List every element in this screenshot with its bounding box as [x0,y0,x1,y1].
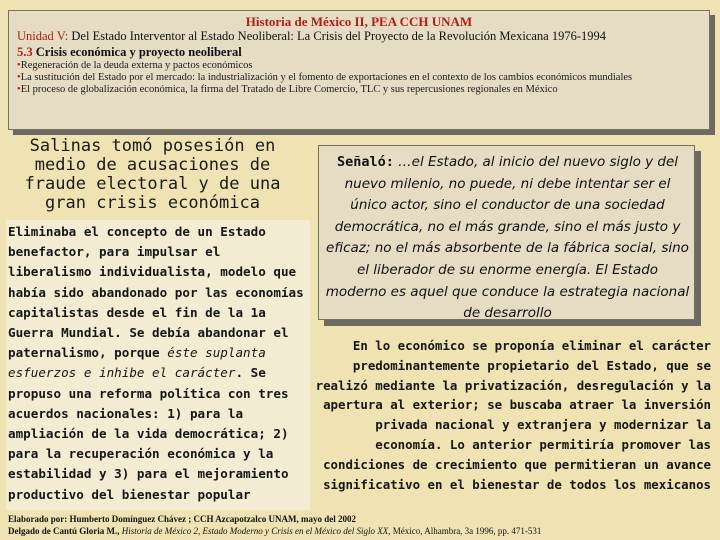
bullet-marker: • [17,84,21,95]
citation-author: Delgado de Cantú Gloria M., [8,525,122,536]
citation-details: , México, Alhambra, 3a 1996, pp. 471-531 [388,525,542,536]
reform-text-italic: éste suplanta esfuerzos e inhibe el carácter [8,345,266,381]
unit-heading [17,29,701,44]
course-title: Historia de México II, PEA CCH UNAM [245,14,473,29]
bullet-text: El proceso de globalización económica, la firma del Tratado de Libre Comercio, TLC y sus repercusiones regionales en México [20,84,558,95]
footer [8,514,720,537]
subtopic-heading [17,45,701,60]
reform-text-a: Eliminaba el concepto de un Estado benefactor, para impulsar el liberalismo individualista, modelo que había sido abandonado por las economías capitalistas desde el fin de la 1a Guerra Mundial. Se debía abandonar el paternalismo, porque [8,224,304,361]
header-box [8,10,710,130]
bullet-marker: • [17,60,21,71]
quote-text: …el Estado, al inicio del nuevo siglo y del nuevo milenio, no puede, ni debe intentar ser el único actor, sino el conductor de una sociedad democrática, no el más grande, sino el más justo y eficaz; no el más absorbente de la fábrica social, sino el liberador de su enorme energía. El Estado moderno es aquel que conduce la estrategia nacional de desarrollo [325,154,690,322]
bullet-marker: • [17,72,21,83]
citation-title: Historia de México 2, Estado Moderno y Crisis en el México del Siglo XX [121,525,389,536]
subtopic-number: 5.3 [17,45,33,59]
quote-box [318,145,695,320]
quote-label: Señaló: [336,154,394,170]
subtopic-text: Crisis económica y proyecto neoliberal [32,45,242,59]
author-credit: Elaborado por: Humberto Domínguez Chávez ; CCH Azcapotzalco UNAM, mayo del 2002 [8,514,356,524]
unit-label: Unidad V: [17,29,69,43]
bullet-item [17,72,701,84]
bullet-text: La sustitución del Estado por el mercado: la industrialización y el fomento de exportaciones en el contexto de los cambios económicos mundiales [20,72,633,83]
economic-paragraph: En lo económico se proponía eliminar el carácter predominantemente propietario del Estado, que se realizó mediante la privatización, desregulación y la apertura al exterior; se buscaba atraer la inversión privada nacional y extranjera y modernizar la economía. Lo anterior permitiría promover las condiciones de crecimiento que permitieran un avance significativo en el bienestar de todos los mexicanos [315,338,711,492]
source-citation [8,526,720,538]
bullet-item [17,84,701,96]
unit-text: Del Estado Interventor al Estado Neoliberal: La Crisis del Proyecto de la Revolución Mexicana 1976-1994 [68,29,606,43]
reform-text-b: . Se propuso una reforma política con tres acuerdos nacionales: 1) para la ampliación de la vida democrática; 2) para la recuperación económica y la estabilidad y 3) para el mejoramiento productivo del bienestar popular [8,365,289,502]
salinas-heading: Salinas tomó posesión en medio de acusaciones de fraude electoral y de una gran crisis económica [24,136,281,213]
bullet-text: Regeneración de la deuda externa y pactos económicos [20,60,253,71]
bullet-item [17,60,701,72]
reform-paragraph [6,220,310,510]
